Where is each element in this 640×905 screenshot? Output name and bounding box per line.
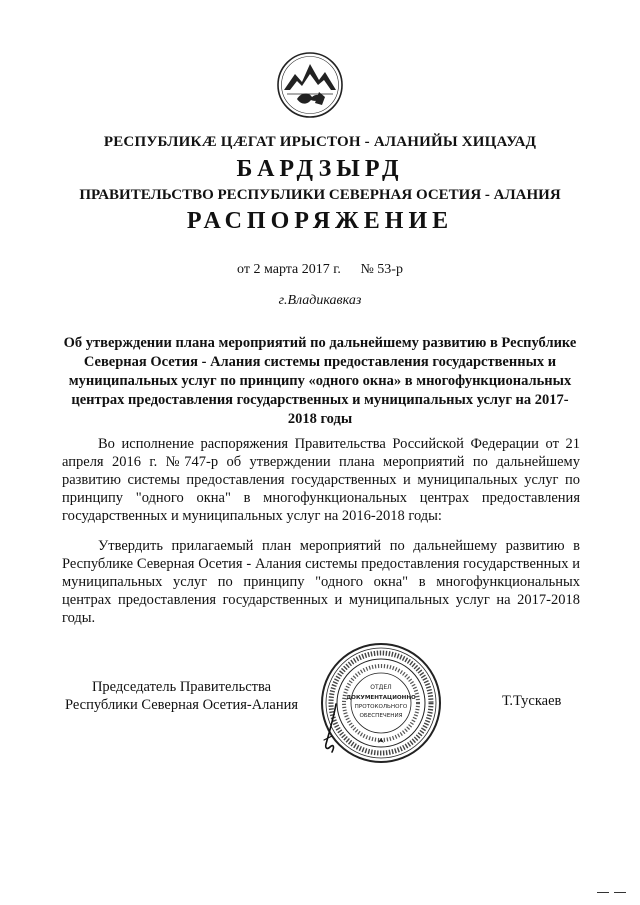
signer-name: Т.Тускаев bbox=[502, 693, 562, 709]
body-paragraph-2: Утвердить прилагаемый план мероприятий по дальнейшему развитию в Республике Северная Осетия - Алания системы предоставления государственных и муниципальных услуг по принципу "одного окна" в многофункциональных центрах предоставления государственных и муниципальных услуг на 2017-2018 годы. bbox=[62, 538, 580, 626]
republic-name-ossetian: РЕСПУБЛИКӔ ЦӔГАТ ИРЫСТОН - АЛАНИЙЫ ХИЦАУАД bbox=[103, 134, 537, 150]
handwritten-signature-icon bbox=[318, 700, 348, 760]
seal-text-line-4: ОБЕСПЕЧЕНИЯ bbox=[359, 713, 403, 719]
seal-text-line-2: ДОКУМЕНТАЦИОННО bbox=[346, 695, 416, 701]
page-mark bbox=[597, 892, 609, 893]
document-type-ossetian: БАРДЗЫРД bbox=[236, 156, 404, 182]
city: г.Владикавказ bbox=[278, 293, 362, 308]
signer-position-line-1: Председатель Правительства bbox=[91, 679, 272, 695]
date-line bbox=[0, 262, 640, 278]
seal-text-line-1: ОТДЕЛ bbox=[370, 684, 392, 691]
document-date: от 2 марта 2017 г. bbox=[237, 262, 341, 277]
document-number: № 53-р bbox=[360, 262, 403, 277]
page-mark bbox=[614, 892, 626, 893]
signer-position bbox=[65, 678, 298, 714]
government-name: ПРАВИТЕЛЬСТВО РЕСПУБЛИКИ СЕВЕРНАЯ ОСЕТИЯ - АЛАНИЯ bbox=[79, 187, 561, 203]
document-title: Об утверждении плана мероприятий по дальнейшему развитию в Республике Северная Осетия - Алания системы предоставления государственных и муниципальных услуг по принципу «одного окна» в многофункциональных центрах предоставления государственных и муниципальных услуг на 2017-2018 годы bbox=[63, 335, 577, 427]
seal-text-line-3: ПРОТОКОЛЬНОГО bbox=[354, 704, 408, 710]
body-paragraph-1: Во исполнение распоряжения Правительства Российской Федерации от 21 апреля 2016 г. №747-р об утверждении плана мероприятий по дальнейшему развитию системы предоставления государственных и муниципальных услуг по принципу "одного окна" в многофункциональных центрах предоставления государственных и муниципальных услуг на 2016-2018 годы: bbox=[62, 436, 580, 524]
document-type: РАСПОРЯЖЕНИЕ bbox=[186, 208, 454, 234]
signer-position-line-2: Республики Северная Осетия-Алания bbox=[65, 697, 299, 713]
coat-of-arms-icon bbox=[275, 50, 345, 120]
